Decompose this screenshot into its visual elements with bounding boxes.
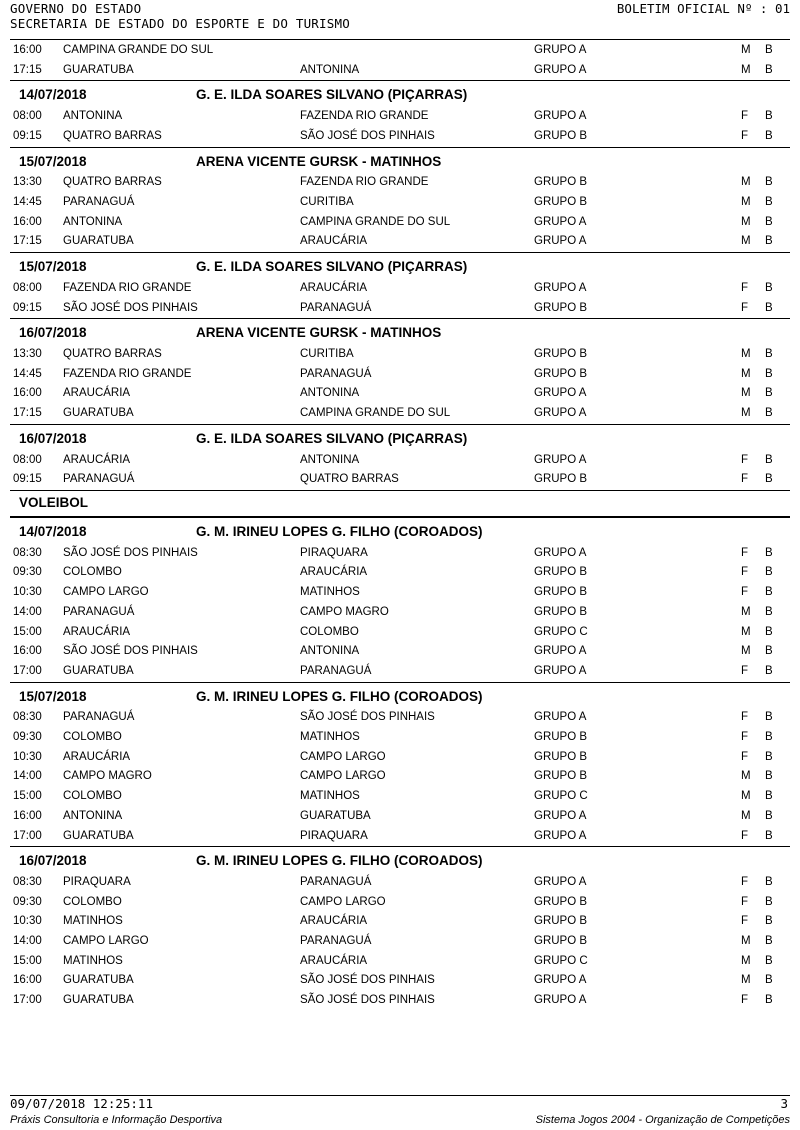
team-away: CAMPO LARGO: [300, 895, 386, 908]
match-group: GRUPO A: [534, 281, 587, 294]
match-group: GRUPO B: [534, 301, 588, 314]
match-category: B: [765, 664, 773, 677]
match-time: 15:00: [13, 954, 42, 967]
match-gender: M: [741, 44, 751, 56]
team-away: MATINHOS: [300, 586, 360, 599]
match-group: GRUPO A: [534, 809, 587, 822]
match-time: 09:30: [13, 895, 42, 908]
team-away: PIRAQUARA: [300, 546, 368, 559]
match-gender: M: [741, 954, 751, 967]
team-away: CAMPO LARGO: [300, 750, 386, 763]
team-home: CAMPO LARGO: [63, 935, 149, 948]
match-group: GRUPO C: [534, 790, 588, 803]
match-group: GRUPO B: [534, 770, 588, 783]
venue-name: G. M. IRINEU LOPES G. FILHO (COROADOS): [196, 688, 483, 704]
team-home: ANTONINA: [63, 215, 123, 228]
match-time: 13:30: [13, 348, 42, 361]
match-row: [10, 345, 790, 365]
match-category: B: [765, 586, 773, 599]
government-title: GOVERNO DO ESTADO: [10, 1, 142, 16]
match-time: 17:00: [13, 664, 42, 677]
team-away: PARANAGUÁ: [300, 301, 372, 314]
team-home: FAZENDA RIO GRANDE: [63, 281, 192, 294]
header-divider: [10, 39, 790, 40]
match-group: GRUPO B: [534, 129, 588, 142]
match-category: B: [765, 790, 773, 803]
match-row: [10, 213, 790, 233]
match-gender: M: [741, 215, 751, 228]
match-category: B: [765, 129, 773, 142]
team-away: CAMPO LARGO: [300, 770, 386, 783]
match-gender: F: [741, 915, 749, 928]
match-gender: F: [741, 546, 749, 559]
match-category: B: [765, 63, 773, 76]
match-group: GRUPO B: [534, 176, 588, 189]
match-group: GRUPO B: [534, 196, 588, 209]
team-away: PARANAGUÁ: [300, 367, 372, 380]
day-header: [10, 682, 790, 709]
match-category: B: [765, 215, 773, 228]
match-time: 14:00: [13, 605, 42, 618]
day-header: [10, 252, 790, 279]
match-gender: F: [741, 664, 749, 677]
match-category: B: [765, 895, 773, 908]
venue-name: G. M. IRINEU LOPES G. FILHO (COROADOS): [196, 523, 483, 539]
team-away: SÃO JOSÉ DOS PINHAIS: [300, 974, 435, 987]
match-gender: F: [741, 473, 749, 486]
match-gender: F: [741, 586, 749, 599]
match-category: B: [765, 750, 773, 763]
match-gender: F: [741, 110, 749, 123]
team-home: SÃO JOSÉ DOS PINHAIS: [63, 546, 198, 559]
team-away: CAMPINA GRANDE DO SUL: [300, 215, 451, 228]
team-away: ANTONINA: [300, 645, 360, 658]
footer-meta: [10, 1097, 790, 1111]
match-category: B: [765, 645, 773, 658]
match-time: 08:30: [13, 876, 42, 888]
team-away: PARANAGUÁ: [300, 935, 372, 948]
team-away: ARAUCÁRIA: [300, 954, 368, 967]
match-time: 17:15: [13, 63, 42, 76]
match-gender: F: [741, 731, 749, 744]
match-group: GRUPO C: [534, 625, 588, 638]
match-category: B: [765, 876, 773, 888]
match-date: 14/07/2018: [19, 87, 87, 103]
team-home: ARAUCÁRIA: [63, 625, 131, 638]
match-gender: F: [741, 566, 749, 579]
match-row: [10, 41, 790, 61]
match-category: B: [765, 367, 773, 380]
day-header: [10, 424, 790, 451]
match-row: [10, 971, 790, 991]
match-row: [10, 470, 790, 490]
match-group: GRUPO A: [534, 829, 587, 842]
match-gender: F: [741, 895, 749, 908]
match-gender: M: [741, 790, 751, 803]
match-time: 13:30: [13, 176, 42, 189]
team-away: FAZENDA RIO GRANDE: [300, 176, 429, 189]
day-header: [10, 80, 790, 107]
match-time: 09:30: [13, 731, 42, 744]
bulletin-number: BOLETIM OFICIAL Nº : 01: [616, 1, 790, 16]
match-gender: F: [741, 453, 749, 466]
match-category: B: [765, 473, 773, 486]
venue-name: G. E. ILDA SOARES SILVANO (PIÇARRAS): [196, 87, 468, 103]
match-gender: F: [741, 711, 749, 724]
match-gender: M: [741, 935, 751, 948]
match-row: [10, 299, 790, 319]
team-home: ANTONINA: [63, 809, 123, 822]
match-group: GRUPO B: [534, 348, 588, 361]
day-header: [10, 846, 790, 873]
match-category: B: [765, 110, 773, 123]
match-gender: M: [741, 367, 751, 380]
sport-header: [10, 490, 790, 517]
document-header: [10, 2, 790, 40]
match-time: 15:00: [13, 625, 42, 638]
venue-name: G. E. ILDA SOARES SILVANO (PIÇARRAS): [196, 430, 468, 446]
match-category: B: [765, 711, 773, 724]
match-time: 17:00: [13, 994, 42, 1007]
match-category: B: [765, 935, 773, 948]
match-row: [10, 404, 790, 424]
match-category: B: [765, 566, 773, 579]
footer-company: Práxis Consultoria e Informação Desportiva: [10, 1114, 223, 1126]
team-away: ARAUCÁRIA: [300, 281, 368, 294]
match-row: [10, 173, 790, 193]
match-gender: M: [741, 770, 751, 783]
team-home: CAMPINA GRANDE DO SUL: [63, 44, 214, 56]
match-row: [10, 787, 790, 807]
match-category: B: [765, 915, 773, 928]
match-date: 15/07/2018: [19, 259, 87, 275]
match-group: GRUPO A: [534, 645, 587, 658]
team-away: COLOMBO: [300, 625, 359, 638]
team-away: GUARATUBA: [300, 809, 371, 822]
match-group: GRUPO B: [534, 586, 588, 599]
match-group: GRUPO A: [534, 974, 587, 987]
match-time: 17:15: [13, 407, 42, 420]
match-time: 08:30: [13, 546, 42, 559]
match-category: B: [765, 546, 773, 559]
match-group: GRUPO A: [534, 994, 587, 1007]
match-row: [10, 932, 790, 952]
match-row: [10, 873, 790, 893]
page-number: 3: [780, 1096, 788, 1111]
team-home: GUARATUBA: [63, 974, 134, 987]
venue-name: ARENA VICENTE GURSK - MATINHOS: [196, 153, 442, 169]
team-away: CURITIBA: [300, 348, 354, 361]
match-group: GRUPO B: [534, 935, 588, 948]
match-time: 09:30: [13, 566, 42, 579]
team-home: MATINHOS: [63, 915, 123, 928]
team-home: CAMPO MAGRO: [63, 770, 152, 783]
match-row: [10, 365, 790, 385]
team-away: FAZENDA RIO GRANDE: [300, 110, 429, 123]
day-header: [10, 318, 790, 345]
team-home: ANTONINA: [63, 110, 123, 123]
footer-system: Sistema Jogos 2004 - Organização de Competições: [535, 1114, 790, 1126]
team-away: SÃO JOSÉ DOS PINHAIS: [300, 994, 435, 1007]
team-home: PARANAGUÁ: [63, 605, 135, 618]
team-home: QUATRO BARRAS: [63, 348, 162, 361]
match-date: 16/07/2018: [19, 430, 87, 446]
match-category: B: [765, 348, 773, 361]
match-gender: F: [741, 281, 749, 294]
match-row: [10, 748, 790, 768]
match-time: 16:00: [13, 387, 42, 400]
team-home: PARANAGUÁ: [63, 711, 135, 724]
match-time: 08:00: [13, 281, 42, 294]
team-away: ANTONINA: [300, 453, 360, 466]
match-gender: M: [741, 235, 751, 248]
team-home: GUARATUBA: [63, 63, 134, 76]
match-row: [10, 912, 790, 932]
match-row: [10, 127, 790, 147]
match-time: 10:30: [13, 750, 42, 763]
match-row: [10, 952, 790, 972]
match-time: 15:00: [13, 790, 42, 803]
match-group: GRUPO A: [534, 215, 587, 228]
match-row: [10, 728, 790, 748]
sport-title: VOLEIBOL: [19, 494, 89, 510]
match-category: B: [765, 770, 773, 783]
match-row: [10, 279, 790, 299]
match-category: B: [765, 994, 773, 1007]
secretariat-title: SECRETARIA DE ESTADO DO ESPORTE E DO TURISMO: [10, 16, 350, 31]
team-away: ARAUCÁRIA: [300, 235, 368, 248]
team-home: CAMPO LARGO: [63, 586, 149, 599]
match-category: B: [765, 731, 773, 744]
team-home: SÃO JOSÉ DOS PINHAIS: [63, 301, 198, 314]
match-group: GRUPO A: [534, 407, 587, 420]
match-gender: M: [741, 196, 751, 209]
match-group: GRUPO B: [534, 915, 588, 928]
team-away: PARANAGUÁ: [300, 876, 372, 888]
team-home: MATINHOS: [63, 954, 123, 967]
print-datetime: 09/07/2018 12:25:11: [10, 1096, 153, 1111]
match-gender: M: [741, 387, 751, 400]
match-row: [10, 708, 790, 728]
match-row: [10, 603, 790, 623]
team-away: CAMPINA GRANDE DO SUL: [300, 407, 451, 420]
team-home: COLOMBO: [63, 731, 122, 744]
team-home: GUARATUBA: [63, 994, 134, 1007]
match-group: GRUPO B: [534, 473, 588, 486]
match-gender: M: [741, 809, 751, 822]
match-category: B: [765, 196, 773, 209]
match-group: GRUPO B: [534, 731, 588, 744]
team-home: GUARATUBA: [63, 235, 134, 248]
team-home: ARAUCÁRIA: [63, 750, 131, 763]
match-group: GRUPO A: [534, 387, 587, 400]
venue-name: ARENA VICENTE GURSK - MATINHOS: [196, 325, 442, 341]
match-category: B: [765, 605, 773, 618]
match-group: GRUPO B: [534, 750, 588, 763]
team-away: CURITIBA: [300, 196, 354, 209]
match-row: [10, 662, 790, 682]
match-row: [10, 563, 790, 583]
match-time: 08:30: [13, 711, 42, 724]
team-home: GUARATUBA: [63, 407, 134, 420]
match-gender: F: [741, 129, 749, 142]
match-gender: M: [741, 348, 751, 361]
day-header: [10, 147, 790, 174]
team-home: COLOMBO: [63, 566, 122, 579]
match-time: 09:15: [13, 473, 42, 486]
match-date: 15/07/2018: [19, 688, 87, 704]
match-group: GRUPO A: [534, 44, 587, 56]
match-group: GRUPO A: [534, 664, 587, 677]
match-gender: M: [741, 625, 751, 638]
match-row: [10, 991, 790, 1011]
team-away: ANTONINA: [300, 63, 360, 76]
match-gender: M: [741, 605, 751, 618]
match-gender: F: [741, 301, 749, 314]
team-home: PARANAGUÁ: [63, 473, 135, 486]
match-row: [10, 451, 790, 471]
match-time: 16:00: [13, 215, 42, 228]
match-category: B: [765, 281, 773, 294]
team-away: CAMPO MAGRO: [300, 605, 389, 618]
match-row: [10, 583, 790, 603]
match-gender: M: [741, 645, 751, 658]
match-group: GRUPO B: [534, 566, 588, 579]
match-group: GRUPO A: [534, 235, 587, 248]
match-time: 16:00: [13, 974, 42, 987]
match-category: B: [765, 625, 773, 638]
team-away: SÃO JOSÉ DOS PINHAIS: [300, 711, 435, 724]
match-category: B: [765, 453, 773, 466]
match-category: B: [765, 301, 773, 314]
team-home: ARAUCÁRIA: [63, 387, 131, 400]
team-away: ANTONINA: [300, 387, 360, 400]
match-row: [10, 623, 790, 643]
team-away: MATINHOS: [300, 790, 360, 803]
match-gender: M: [741, 176, 751, 189]
footer-credits: [10, 1113, 790, 1127]
team-away: ARAUCÁRIA: [300, 566, 368, 579]
match-date: 16/07/2018: [19, 853, 87, 869]
match-gender: M: [741, 407, 751, 420]
match-category: B: [765, 235, 773, 248]
team-home: ARAUCÁRIA: [63, 453, 131, 466]
venue-name: G. M. IRINEU LOPES G. FILHO (COROADOS): [196, 853, 483, 869]
match-category: B: [765, 387, 773, 400]
match-time: 10:30: [13, 915, 42, 928]
match-row: [10, 193, 790, 213]
match-gender: F: [741, 876, 749, 888]
match-time: 14:00: [13, 770, 42, 783]
match-time: 16:00: [13, 809, 42, 822]
match-row: [10, 232, 790, 252]
match-group: GRUPO B: [534, 895, 588, 908]
match-group: GRUPO A: [534, 546, 587, 559]
match-row: [10, 107, 790, 127]
match-group: GRUPO A: [534, 110, 587, 123]
match-row: [10, 827, 790, 847]
team-home: PIRAQUARA: [63, 876, 131, 888]
match-time: 14:00: [13, 935, 42, 948]
match-time: 16:00: [13, 645, 42, 658]
match-row: [10, 544, 790, 564]
team-home: COLOMBO: [63, 790, 122, 803]
team-away: SÃO JOSÉ DOS PINHAIS: [300, 129, 435, 142]
match-row: [10, 807, 790, 827]
match-group: GRUPO A: [534, 63, 587, 76]
team-home: GUARATUBA: [63, 829, 134, 842]
match-time: 16:00: [13, 44, 42, 56]
match-gender: F: [741, 829, 749, 842]
match-category: B: [765, 176, 773, 189]
team-home: GUARATUBA: [63, 664, 134, 677]
match-date: 15/07/2018: [19, 153, 87, 169]
match-time: 08:00: [13, 453, 42, 466]
match-time: 17:00: [13, 829, 42, 842]
match-row: [10, 767, 790, 787]
match-category: B: [765, 974, 773, 987]
team-home: QUATRO BARRAS: [63, 129, 162, 142]
match-gender: M: [741, 63, 751, 76]
team-away: QUATRO BARRAS: [300, 473, 399, 486]
match-group: GRUPO B: [534, 367, 588, 380]
team-away: ARAUCÁRIA: [300, 915, 368, 928]
match-group: GRUPO A: [534, 453, 587, 466]
match-gender: F: [741, 994, 749, 1007]
match-category: B: [765, 44, 773, 56]
schedule-content: [10, 41, 790, 1011]
match-time: 09:15: [13, 301, 42, 314]
team-home: COLOMBO: [63, 895, 122, 908]
match-category: B: [765, 829, 773, 842]
match-row: [10, 61, 790, 81]
match-group: GRUPO A: [534, 711, 587, 724]
match-category: B: [765, 809, 773, 822]
match-row: [10, 384, 790, 404]
match-row: [10, 642, 790, 662]
match-category: B: [765, 954, 773, 967]
venue-name: G. E. ILDA SOARES SILVANO (PIÇARRAS): [196, 259, 468, 275]
match-time: 17:15: [13, 235, 42, 248]
match-time: 10:30: [13, 586, 42, 599]
team-home: SÃO JOSÉ DOS PINHAIS: [63, 645, 198, 658]
match-category: B: [765, 407, 773, 420]
team-home: FAZENDA RIO GRANDE: [63, 367, 192, 380]
team-home: PARANAGUÁ: [63, 196, 135, 209]
team-home: QUATRO BARRAS: [63, 176, 162, 189]
match-row: [10, 893, 790, 913]
match-gender: F: [741, 750, 749, 763]
team-away: PIRAQUARA: [300, 829, 368, 842]
match-time: 14:45: [13, 367, 42, 380]
match-date: 16/07/2018: [19, 325, 87, 341]
match-time: 09:15: [13, 129, 42, 142]
match-time: 14:45: [13, 196, 42, 209]
match-time: 08:00: [13, 110, 42, 123]
match-group: GRUPO A: [534, 876, 587, 888]
team-away: PARANAGUÁ: [300, 664, 372, 677]
match-gender: M: [741, 974, 751, 987]
day-header: [10, 517, 790, 544]
match-date: 14/07/2018: [19, 523, 87, 539]
team-away: MATINHOS: [300, 731, 360, 744]
match-group: GRUPO C: [534, 954, 588, 967]
match-group: GRUPO B: [534, 605, 588, 618]
